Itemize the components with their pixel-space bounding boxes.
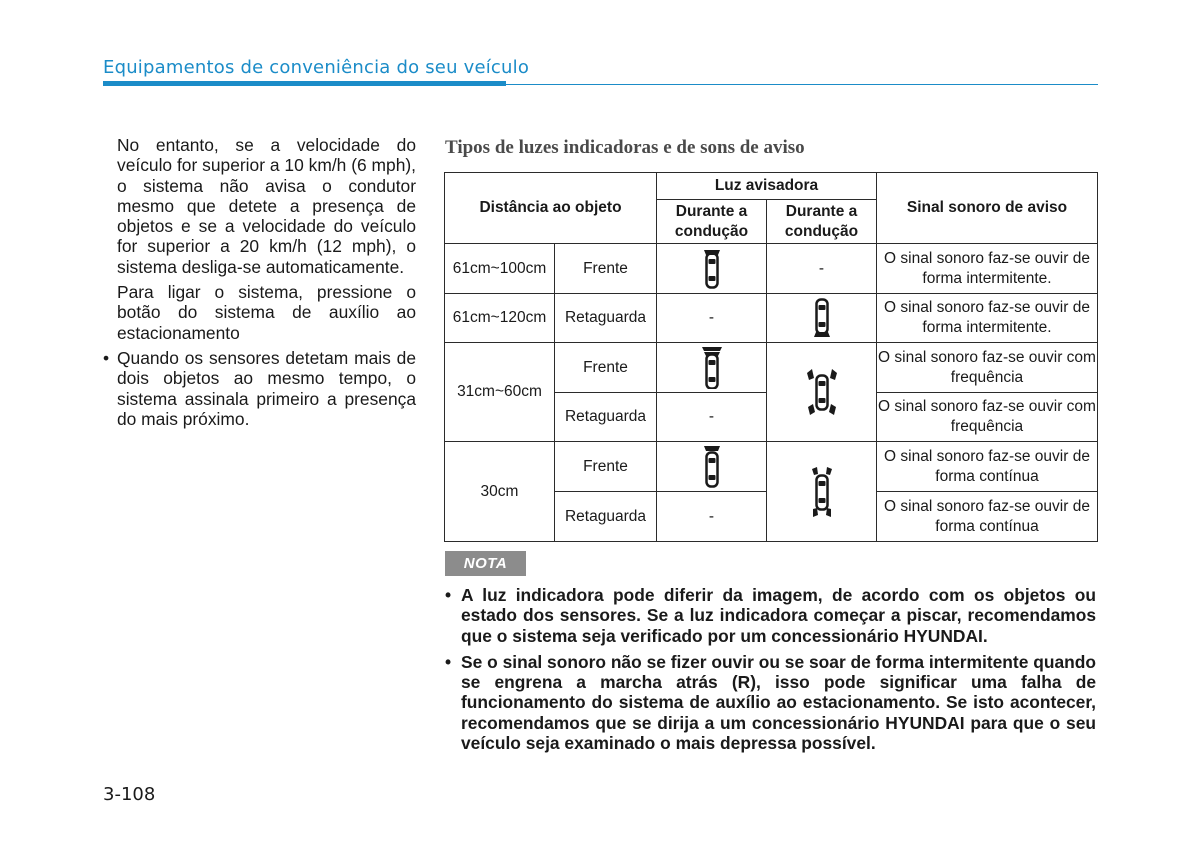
car-all-sides-close-warning-icon [804, 466, 840, 518]
car-front-close-warning-icon [697, 446, 727, 488]
car-all-sides-warning-icon [804, 366, 840, 418]
row2-position: Retaguarda [555, 294, 657, 343]
row1-distance: 61cm~100cm [445, 244, 555, 294]
note-text-1: A luz indicadora pode diferir da imagem, de acordo com os objetos ou estado dos sensores. Se a luz indicadora começar a piscar, recomendamos que o sistema seja verificado por um concessionário HYUNDAI. [461, 585, 1096, 646]
section-title: Equipamentos de conveniência do seu veículo [103, 57, 530, 78]
car-front-warning-icon [698, 249, 726, 289]
row5-side-icon-cell [767, 442, 877, 542]
row2-driving-icon-cell [767, 294, 877, 343]
table-title: Tipos de luzes indicadoras e de sons de aviso [445, 137, 805, 158]
header-driving-2: Durante a condução [767, 200, 877, 244]
note-badge: NOTA [445, 551, 526, 576]
row4-col1: - [657, 393, 767, 442]
car-rear-warning-icon [808, 298, 836, 338]
bullet-item [103, 348, 416, 429]
row3-position: Frente [555, 343, 657, 393]
header-sound: Sinal sonoro de aviso [877, 173, 1098, 244]
row1-driving-icon-cell [657, 244, 767, 294]
bullet-text: Quando os sensores detetam mais de dois objetos ao mesmo tempo, o sistema assinala primeiro a presença do mais próximo. [117, 347, 416, 429]
paragraph-speed: No entanto, se a velocidade do veículo for superior a 10 km/h (6 mph), o sistema não avisa o condutor mesmo que detete a presença de objetos e se a velocidade do veículo for superior a 20 km/h (12 mph), o sistema desliga-se automaticamente. [117, 135, 416, 277]
row1-position: Frente [555, 244, 657, 294]
bullet-dot: • [445, 651, 452, 672]
header-rule-thin [506, 84, 1098, 85]
row4-sound: O sinal sonoro faz-se ouvir com frequência [877, 393, 1098, 442]
row5-sound: O sinal sonoro faz-se ouvir de forma contínua [877, 442, 1098, 492]
row2-sound: O sinal sonoro faz-se ouvir de forma intermitente. [877, 294, 1098, 343]
row5-position: Frente [555, 442, 657, 492]
row3-side-icon-cell [767, 343, 877, 442]
bullet-dot: • [445, 585, 452, 605]
row6-position: Retaguarda [555, 492, 657, 542]
row3-sound: O sinal sonoro faz-se ouvir com frequência [877, 343, 1098, 393]
row5-distance: 30cm [445, 442, 555, 542]
row5-driving-icon-cell [657, 442, 767, 492]
header-driving-1: Durante a condução [657, 200, 767, 244]
row2-col1: - [657, 294, 767, 343]
row2-distance: 61cm~120cm [445, 294, 555, 343]
page-number: 3-108 [103, 784, 156, 805]
row3-driving-icon-cell [657, 343, 767, 393]
row1-sound: O sinal sonoro faz-se ouvir de forma intermitente. [877, 244, 1098, 294]
header-warning-light: Luz avisadora [657, 173, 877, 200]
row4-position: Retaguarda [555, 393, 657, 442]
note-text-2: Se o sinal sonoro não se fizer ouvir ou se soar de forma intermitente quando se engrena a marcha atrás (R), isso pode significar uma falha de funcionamento do sistema de auxílio ao estacionamento. Se isto acontecer, recomendamos que se dirija a um concessionário HYUNDAI para que o seu veículo seja examinado o mais depressa possível. [461, 651, 1096, 754]
warning-table [444, 172, 1098, 542]
header-distance: Distância ao objeto [445, 173, 657, 244]
paragraph-activate: Para ligar o sistema, pressione o botão do sistema de auxílio ao estacionamento [117, 282, 416, 343]
note-item [445, 652, 1096, 753]
row6-col1: - [657, 492, 767, 542]
note-item [445, 585, 1096, 646]
row6-sound: O sinal sonoro faz-se ouvir de forma contínua [877, 492, 1098, 542]
header-rule-thick [103, 81, 506, 86]
note-list [445, 585, 1096, 759]
left-column [103, 135, 416, 429]
row1-col2: - [767, 244, 877, 294]
car-front-double-warning-icon [697, 347, 727, 389]
bullet-dot: • [103, 347, 110, 368]
row3-distance: 31cm~60cm [445, 343, 555, 442]
